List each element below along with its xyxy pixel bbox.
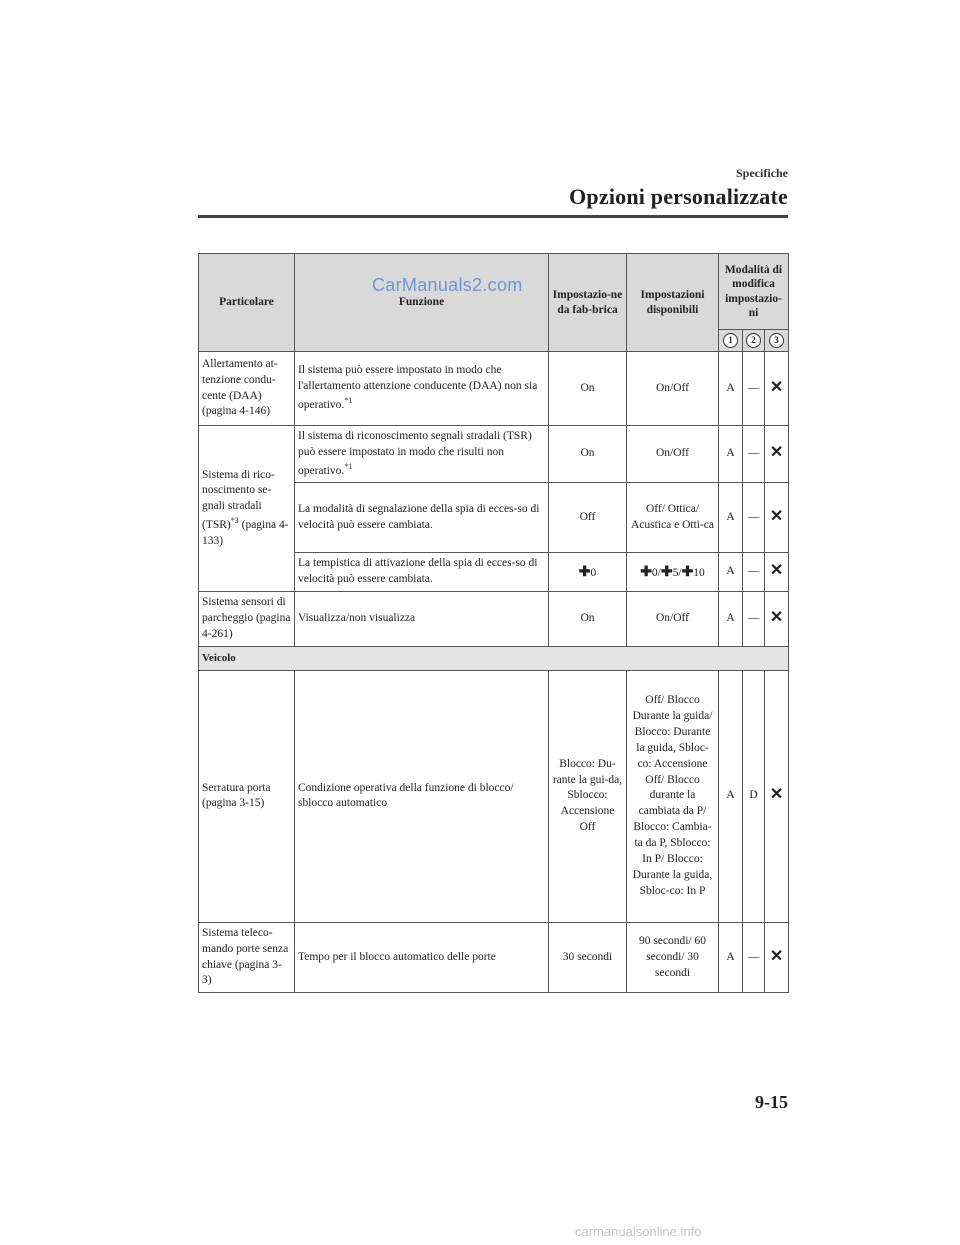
page-number: 9-15 bbox=[755, 1092, 788, 1112]
available-cell: On/Off bbox=[627, 352, 719, 426]
mode-2-cell: — bbox=[743, 553, 765, 592]
plus-icon: ✚ bbox=[681, 564, 694, 580]
watermark: CarManuals2.com bbox=[372, 275, 523, 295]
table-row bbox=[199, 592, 789, 647]
default-cell: Blocco: Du-rante la gui-da, Sblocco: Accensione Off bbox=[549, 670, 627, 922]
function-cell: Visualizza/non visualizza bbox=[295, 592, 549, 647]
mode-1-cell: A bbox=[719, 592, 743, 647]
x-mark-icon: ✕ bbox=[769, 947, 784, 965]
mode-3-cell bbox=[765, 553, 789, 592]
header-divider bbox=[198, 215, 788, 218]
header-function: Funzione bbox=[295, 254, 549, 352]
function-cell: Condizione operativa della funzione di blocco/ sblocco automatico bbox=[295, 670, 549, 922]
item-cell: Allertamento at-tenzione condu-cente (DAA) (pagina 4-146) bbox=[199, 352, 295, 426]
plus-icon: ✚ bbox=[640, 564, 652, 580]
mode-2-cell: — bbox=[743, 483, 765, 553]
x-mark-icon: ✕ bbox=[769, 507, 784, 525]
circled-1-icon: 1 bbox=[723, 333, 738, 348]
table-row bbox=[199, 922, 789, 992]
page-title: Opzioni personalizzate bbox=[569, 184, 788, 209]
x-mark-icon: ✕ bbox=[769, 378, 784, 396]
available-cell: Off/ Blocco Durante la guida/ Blocco: Durante la guida, Sbloc-co: Accensione Off/ Blocco durante la cambiata da P/ Blocco: Cambia-ta da P, Sblocco: In P/ Blocco: Durante la guida, Sbloc-co: In P bbox=[627, 670, 719, 922]
header-mode-2 bbox=[743, 330, 765, 352]
x-mark-icon: ✕ bbox=[769, 562, 784, 580]
footer-watermark: carmanualsonline.info bbox=[575, 1224, 702, 1239]
mode-1-cell: A bbox=[719, 922, 743, 992]
footnote: *1 bbox=[344, 461, 353, 471]
mode-2-cell: — bbox=[743, 922, 765, 992]
default-cell: On bbox=[549, 592, 627, 647]
section-label: Specifiche bbox=[736, 166, 788, 180]
default-cell: On bbox=[549, 426, 627, 483]
mode-3-cell bbox=[765, 426, 789, 483]
mode-1-cell: A bbox=[719, 352, 743, 426]
mode-1-cell: A bbox=[719, 670, 743, 922]
available-cell: On/Off bbox=[627, 426, 719, 483]
header-default: Impostazio-ne da fab-brica bbox=[549, 254, 627, 352]
x-mark-icon: ✕ bbox=[769, 608, 784, 626]
plus-icon: ✚ bbox=[660, 564, 673, 580]
default-cell: On bbox=[549, 352, 627, 426]
default-cell: ✚0 bbox=[549, 553, 627, 592]
available-cell: Off/ Ottica/ Acustica e Otti-ca bbox=[627, 483, 719, 553]
function-cell: Tempo per il blocco automatico delle porte bbox=[295, 922, 549, 992]
table-row bbox=[199, 426, 789, 483]
mode-1-cell: A bbox=[719, 483, 743, 553]
mode-2-cell: — bbox=[743, 352, 765, 426]
circled-3-icon: 3 bbox=[769, 333, 784, 348]
table-row bbox=[199, 670, 789, 922]
default-cell: Off bbox=[549, 483, 627, 553]
circled-2-icon: 2 bbox=[746, 333, 761, 348]
x-mark-icon: ✕ bbox=[769, 786, 784, 804]
item-cell: Sistema sensori di parcheggio (pagina 4-261) bbox=[199, 592, 295, 647]
function-cell: Il sistema può essere impostato in modo che l'allertamento attenzione conducente (DAA) non sia operativo.$^{*1}$ bbox=[295, 352, 549, 426]
header-mode: Modalità di modifica impostazio-ni bbox=[719, 254, 789, 330]
footnote: *3 bbox=[230, 516, 239, 526]
default-cell: 30 secondi bbox=[549, 922, 627, 992]
mode-3-cell bbox=[765, 592, 789, 647]
available-cell: On/Off bbox=[627, 592, 719, 647]
item-cell: Serratura porta (pagina 3-15) bbox=[199, 670, 295, 922]
plus-icon: ✚ bbox=[578, 564, 591, 580]
function-cell: La tempistica di attivazione della spia di ecces-so di velocità può essere cambiata. bbox=[295, 553, 549, 592]
available-cell: 90 secondi/ 60 secondi/ 30 secondi bbox=[627, 922, 719, 992]
x-mark-icon: ✕ bbox=[769, 444, 784, 462]
customization-table bbox=[198, 253, 789, 993]
mode-2-cell: — bbox=[743, 592, 765, 647]
mode-3-cell bbox=[765, 352, 789, 426]
mode-3-cell bbox=[765, 670, 789, 922]
mode-1-cell: A bbox=[719, 553, 743, 592]
mode-3-cell bbox=[765, 483, 789, 553]
function-cell: Il sistema di riconoscimento segnali stradali (TSR) può essere impostato in modo che risulti non operativo.$^{*1}$ bbox=[295, 426, 549, 483]
header-mode-1 bbox=[719, 330, 743, 352]
mode-2-cell: — bbox=[743, 426, 765, 483]
header-available: Impostazioni disponibili bbox=[627, 254, 719, 352]
available-cell: ✚0/✚5/✚10 bbox=[627, 553, 719, 592]
footnote: *1 bbox=[344, 396, 353, 406]
section-veicolo: Veicolo bbox=[199, 646, 789, 670]
mode-2-cell: D bbox=[743, 670, 765, 922]
header-mode-3 bbox=[765, 330, 789, 352]
mode-1-cell: A bbox=[719, 426, 743, 483]
header-item: Particolare bbox=[199, 254, 295, 352]
function-cell: La modalità di segnalazione della spia di ecces-so di velocità può essere cambiata. bbox=[295, 483, 549, 553]
table-section-row bbox=[199, 646, 789, 670]
mode-3-cell bbox=[765, 922, 789, 992]
table-row bbox=[199, 352, 789, 426]
item-cell: Sistema di rico-noscimento se-gnali stradali (TSR)$^{*3}$ (pagina 4-133) bbox=[199, 426, 295, 592]
item-cell: Sistema teleco-mando porte senza chiave (pagina 3-3) bbox=[199, 922, 295, 992]
